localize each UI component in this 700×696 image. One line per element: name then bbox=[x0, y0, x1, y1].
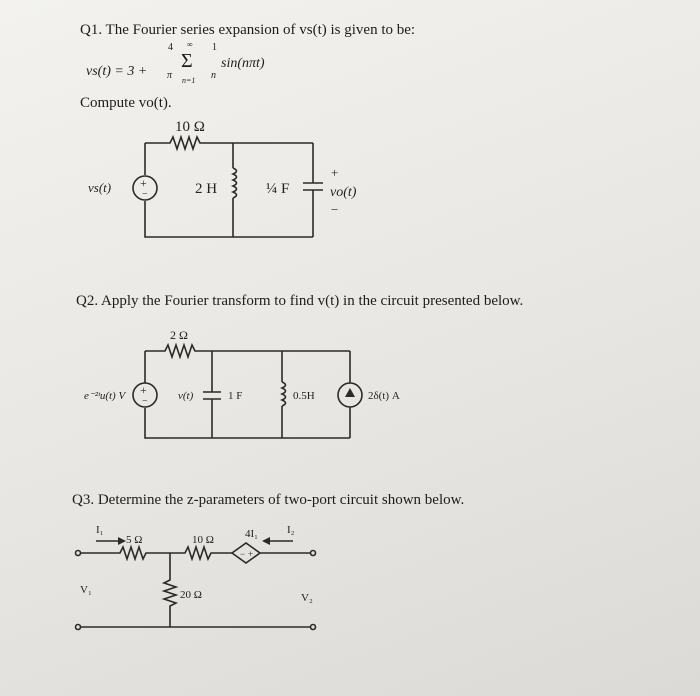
q1-output-plus: + bbox=[331, 165, 339, 180]
q1-sum-sign: Σ bbox=[181, 50, 193, 72]
q1-term-den: n bbox=[211, 70, 216, 81]
q2-current-source-label: 2δ(t) A bbox=[368, 390, 400, 402]
q3-r1-label: 5 Ω bbox=[126, 534, 143, 546]
q1-capacitor-label: ¼ F bbox=[266, 181, 290, 197]
q1-frac-num: 4 bbox=[168, 42, 173, 53]
q1-sum-bottom: n=1 bbox=[182, 76, 196, 85]
q1-source-minus: − bbox=[142, 189, 148, 200]
q1-compute: Compute vo(t). bbox=[80, 95, 172, 111]
q3-dep-label: 4I₁ bbox=[245, 528, 258, 540]
q3-r2-label: 10 Ω bbox=[192, 534, 214, 546]
q3-i1-label: I₁ bbox=[96, 524, 104, 536]
q1-term-num: 1 bbox=[212, 42, 217, 53]
q3-circuit bbox=[76, 541, 316, 630]
q1-inductor-label: 2 H bbox=[195, 181, 218, 197]
q3-i2-label: I₂ bbox=[287, 524, 295, 536]
q1-circuit bbox=[133, 137, 323, 237]
q3-r3-label: 20 Ω bbox=[180, 589, 202, 601]
q1-formula-lhs: vs(t) = 3 + bbox=[86, 64, 148, 79]
q3-dep-minus: − bbox=[240, 549, 246, 559]
q3-dep-plus: + bbox=[248, 549, 254, 559]
q1-source-label: vs(t) bbox=[88, 180, 112, 195]
q1-term-func: sin(nπt) bbox=[221, 56, 265, 71]
q2-circuit bbox=[133, 345, 362, 438]
q1-output-minus: − bbox=[331, 202, 339, 217]
q1-prompt: Q1. The Fourier series expansion of vs(t) is given to be: bbox=[80, 22, 416, 38]
q1-output-label: vo(t) bbox=[330, 185, 357, 200]
q2-source-minus: − bbox=[142, 396, 148, 407]
q2-node-label: v(t) bbox=[178, 390, 194, 402]
q2-capacitor-label: 1 F bbox=[228, 390, 243, 402]
q1-sum-top: ∞ bbox=[187, 40, 193, 49]
q1-frac-den: π bbox=[167, 70, 173, 81]
q2-resistor-label: 2 Ω bbox=[170, 328, 188, 342]
q1-resistor-label: 10 Ω bbox=[175, 119, 205, 135]
q3-v2-label: V₂ bbox=[301, 592, 313, 604]
q3-prompt: Q3. Determine the z-parameters of two-port circuit shown below. bbox=[72, 492, 465, 508]
q2-prompt: Q2. Apply the Fourier transform to find v(t) in the circuit presented below. bbox=[76, 293, 524, 309]
q3-v1-label: V₁ bbox=[80, 584, 92, 596]
q2-source-label: e⁻²ᵗu(t) V bbox=[84, 390, 126, 402]
q2-inductor-label: 0.5H bbox=[293, 390, 315, 402]
q1-source-plus: + bbox=[140, 176, 147, 190]
q2-source-plus: + bbox=[140, 383, 147, 397]
